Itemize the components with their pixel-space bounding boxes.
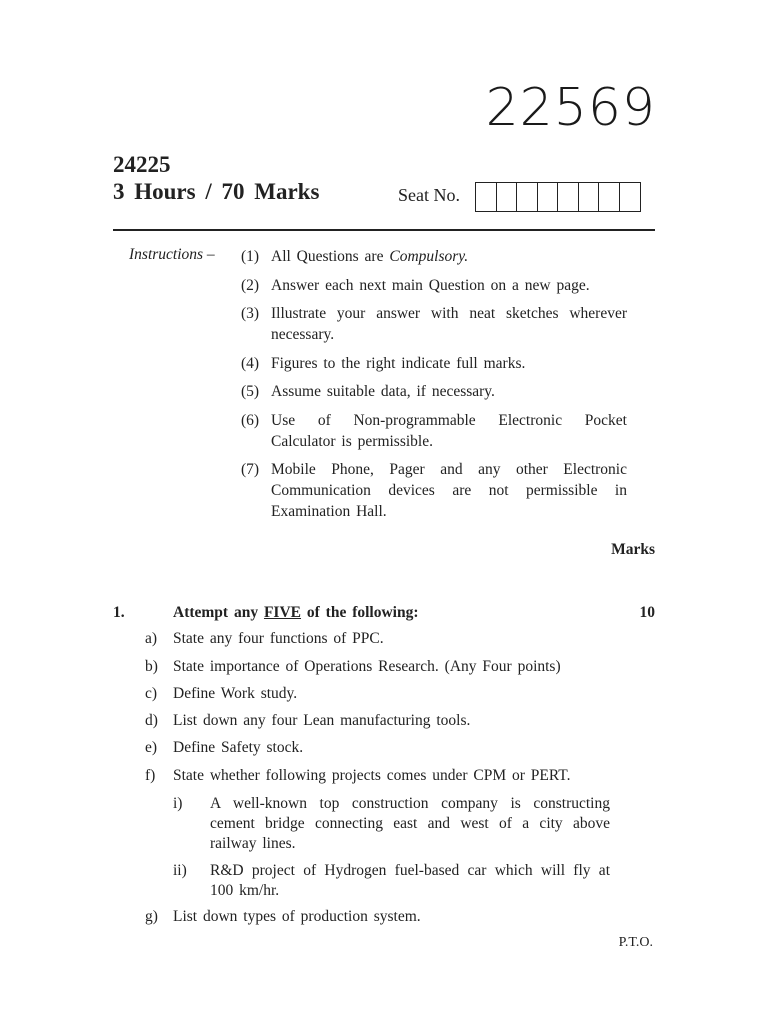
instruction-item xyxy=(241,353,627,374)
part-label: c) xyxy=(145,685,158,702)
instruction-number: (5) xyxy=(241,383,260,400)
part-label: b) xyxy=(145,658,158,675)
subpart-text: A well-known top construction company is constructing cement bridge connecting east and west of a city above railway lines. xyxy=(210,795,610,852)
question-part xyxy=(145,767,570,785)
instruction-item xyxy=(241,246,627,267)
instruction-text: Use of Non-programmable Electronic Pocket Calculator is permissible. xyxy=(271,412,627,450)
part-label: g) xyxy=(145,908,158,925)
seat-label: Seat No. xyxy=(398,185,460,205)
subject-code: 24225 xyxy=(113,152,171,177)
seat-digit-box[interactable] xyxy=(599,183,620,211)
question-heading-post: of the following: xyxy=(301,604,419,621)
question-heading xyxy=(173,604,419,622)
subpart-label: ii) xyxy=(173,862,187,879)
instruction-item xyxy=(241,275,627,296)
seat-number-boxes[interactable] xyxy=(475,182,641,212)
part-text: List down any four Lean manufacturing tools. xyxy=(173,712,471,729)
instruction-text: All Questions are xyxy=(271,248,390,265)
duration-marks: 3 Hours / 70 Marks xyxy=(113,179,320,204)
instruction-item xyxy=(241,381,627,402)
part-text: Define Safety stock. xyxy=(173,739,304,756)
part-text: State whether following projects comes under CPM or PERT. xyxy=(173,767,571,784)
question-subpart xyxy=(173,861,610,901)
part-label: d) xyxy=(145,712,158,729)
part-label: e) xyxy=(145,739,158,756)
instruction-item xyxy=(241,303,627,345)
instruction-text: Figures to the right indicate full marks. xyxy=(271,355,526,372)
question-marks: 10 xyxy=(639,604,655,621)
page-turn-note: P.T.O. xyxy=(618,935,653,950)
instruction-text: Answer each next main Question on a new page. xyxy=(271,277,590,294)
question-part xyxy=(145,712,470,730)
question-part xyxy=(145,739,303,757)
question-part xyxy=(145,630,384,648)
instruction-number: (7) xyxy=(241,461,260,478)
marks-column-header: Marks xyxy=(611,541,655,558)
instruction-number: (6) xyxy=(241,412,260,429)
seat-digit-box[interactable] xyxy=(497,183,518,211)
part-label: a) xyxy=(145,630,158,647)
instruction-number: (3) xyxy=(241,305,260,322)
instruction-text: Mobile Phone, Pager and any other Electronic Communication devices are not permissible in Examination Hall. xyxy=(271,461,627,520)
seat-digit-box[interactable] xyxy=(476,183,497,211)
instruction-number: (4) xyxy=(241,355,260,372)
question-heading-underlined: FIVE xyxy=(263,604,302,621)
header-divider xyxy=(113,229,655,231)
question-subpart xyxy=(173,794,610,854)
part-text: Define Work study. xyxy=(173,685,298,702)
question-part xyxy=(145,908,421,926)
part-text: State any four functions of PPC. xyxy=(173,630,384,647)
seat-digit-box[interactable] xyxy=(620,183,641,211)
instruction-item xyxy=(241,410,627,452)
instruction-emphasis: Compulsory. xyxy=(389,248,469,265)
part-label: f) xyxy=(145,767,156,784)
seat-digit-box[interactable] xyxy=(558,183,579,211)
question-part xyxy=(145,685,297,703)
question-heading-pre: Attempt any xyxy=(173,604,264,621)
subpart-text: R&D project of Hydrogen fuel-based car which will fly at 100 km/hr. xyxy=(210,862,610,899)
part-text: List down types of production system. xyxy=(173,908,421,925)
instruction-text: Assume suitable data, if necessary. xyxy=(271,383,495,400)
seat-digit-box[interactable] xyxy=(538,183,559,211)
instruction-item xyxy=(241,459,627,522)
seat-digit-box[interactable] xyxy=(517,183,538,211)
seat-digit-box[interactable] xyxy=(579,183,600,211)
question-number: 1. xyxy=(113,604,125,621)
subpart-label: i) xyxy=(173,795,183,812)
part-text: State importance of Operations Research. (Any Four points) xyxy=(173,658,561,675)
instruction-number: (2) xyxy=(241,277,260,294)
question-part xyxy=(145,658,561,676)
instructions-label: Instructions – xyxy=(129,246,215,263)
paper-code: 22569 xyxy=(485,78,656,138)
instruction-number: (1) xyxy=(241,248,260,265)
instruction-text: Illustrate your answer with neat sketches wherever necessary. xyxy=(271,305,627,343)
